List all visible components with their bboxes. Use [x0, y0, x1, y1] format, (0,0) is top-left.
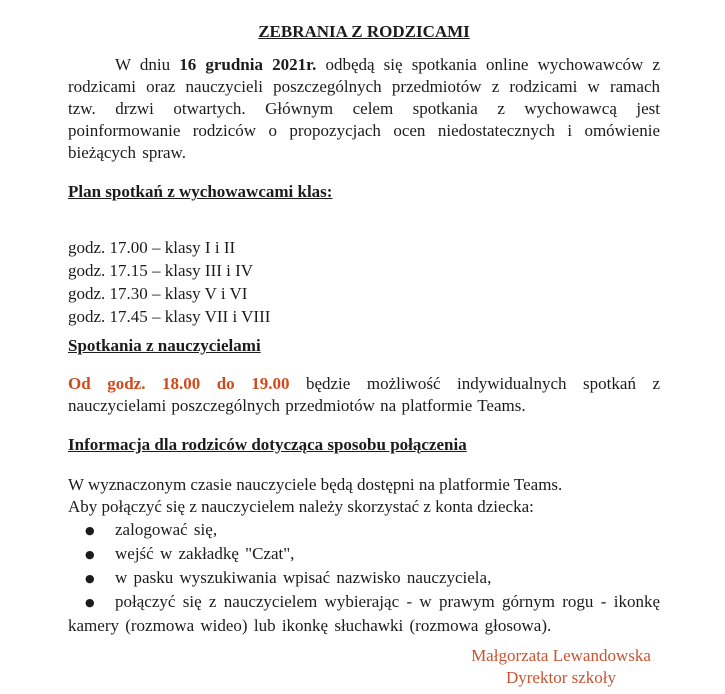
bullet-item [68, 542, 660, 566]
info-paragraph [68, 474, 660, 518]
teachers-rest: będzie możliwość indywidualnych spotkań z nauczycielami poszczególnych przedmiotów na platformie Teams. [68, 374, 661, 415]
schedule-line: godz. 17.15 – klasy III i IV [68, 261, 254, 280]
time-range-highlight: Od godz. 18.00 do 19.00 [68, 374, 290, 393]
schedule-list [68, 236, 660, 328]
bullet-item [68, 566, 660, 590]
section-heading-teachers: Spotkania z nauczycielami [68, 336, 261, 355]
bullet-text: w pasku wyszukiwania wpisać nazwisko nauczyciela, [115, 568, 492, 587]
bullet-text: wejść w zakładkę "Czat", [115, 544, 295, 563]
schedule-line: godz. 17.45 – klasy VII i VIII [68, 307, 271, 326]
bullet-item [68, 590, 660, 637]
intro-paragraph [68, 54, 660, 164]
section-heading-plan: Plan spotkań z wychowawcami klas: [68, 182, 333, 201]
intro-date-bold: 16 grudnia 2021r. [179, 55, 317, 74]
info-line: W wyznaczonym czasie nauczyciele będą dostępni na platformie Teams. [68, 475, 563, 494]
signature-role: Dyrektor szkoły [505, 668, 616, 687]
document-title: ZEBRANIA Z RODZICAMI [258, 22, 470, 41]
section-heading-info: Informacja dla rodziców dotycząca sposobu połączenia [68, 435, 467, 454]
bullet-text: połączyć się z nauczycielem wybierając - w prawym górnym rogu - ikonkę kamery (rozmowa wideo) lub ikonkę słuchawki (rozmowa głosowa). [68, 592, 660, 635]
schedule-line: godz. 17.00 – klasy I i II [68, 238, 236, 257]
bullet-icon: ● [85, 572, 95, 585]
bullet-item [68, 518, 660, 542]
bullet-text: zalogować się, [115, 520, 218, 539]
schedule-line: godz. 17.30 – klasy V i VI [68, 284, 248, 303]
teachers-paragraph [68, 373, 660, 417]
bullet-icon: ● [85, 524, 95, 537]
intro-prefix: W dniu [115, 55, 180, 74]
signature-block [431, 645, 691, 689]
bullet-list [68, 518, 660, 637]
intro-rest: odbędą się spotkania online wychowawców z rodzicami oraz nauczycieli poszczególnych przedmiotów z rodzicami w ramach tzw. drzwi otwartych. Głównym celem spotkania z wychowawcą jest poinformowanie rodziców o propozycjach ocen niedostatecznych i omówienie bieżących spraw. [68, 55, 660, 162]
signature-name: Małgorzata Lewandowska [471, 646, 651, 665]
info-line: Aby połączyć się z nauczycielem należy skorzystać z konta dziecka: [68, 497, 534, 516]
bullet-icon: ● [85, 548, 95, 561]
bullet-icon: ● [85, 596, 95, 609]
